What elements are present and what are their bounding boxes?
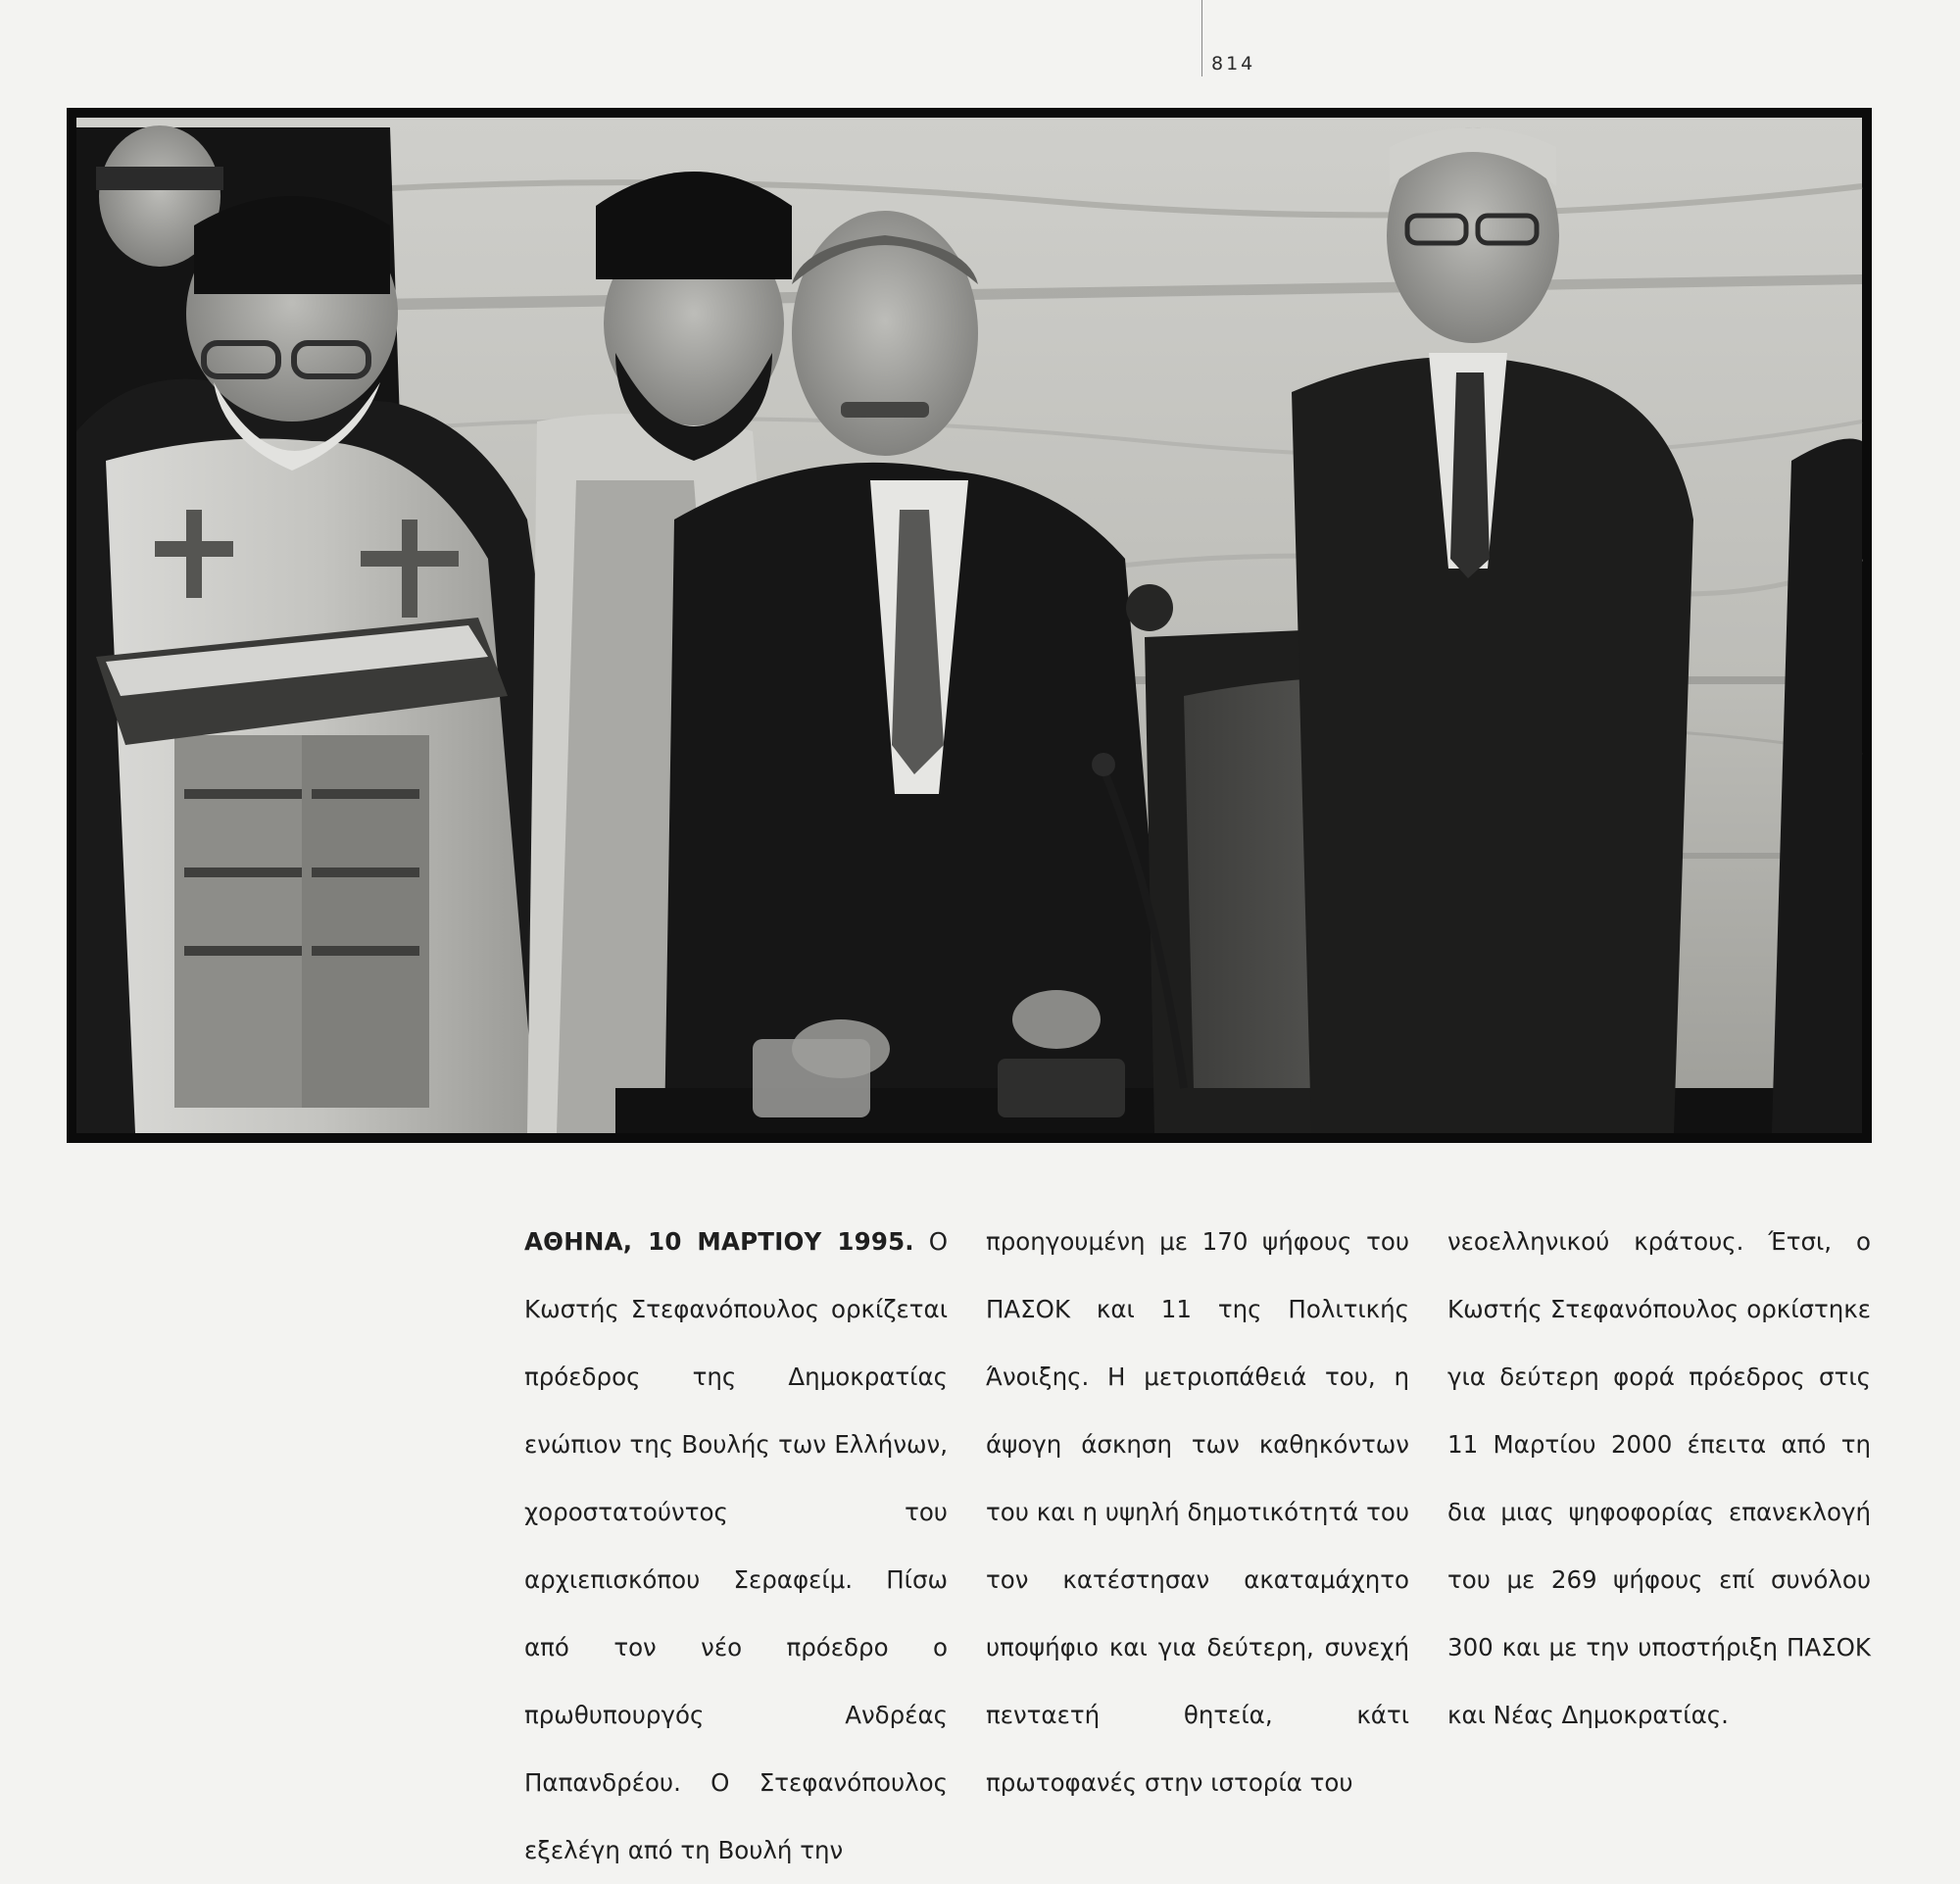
caption-column-2: προηγουμένη με 170 ψήφους του ΠΑΣΟΚ και 11 της Πολιτικής Άνοιξης. Η μετριοπάθειά του, η άψογη άσκηση των καθηκόντων του και η υψηλή δημοτικότητά του τον κατέστησαν ακαταμάχητο υποψήφιο και για δεύτερη, συνεχή πενταετή θητεία, κάτι πρωτοφανές στην ιστορία του bbox=[986, 1227, 1409, 1797]
top-rule bbox=[1201, 0, 1202, 76]
caption-column-1-text: Ο Κωστής Στεφανόπουλος ορκίζεται πρόεδρος της Δημοκρατίας ενώπιον της Βουλής των Ελλήνων, χοροστατούντος του αρχιεπισκόπου Σεραφείμ. Πίσω από τον νέο πρόεδρο ο πρωθυπουργός Ανδρέας Παπανδρέου. Ο Στεφανόπουλος εξελέγη από τη Βουλή την bbox=[524, 1227, 948, 1864]
caption-column-1 bbox=[524, 1208, 948, 1884]
page-number: 814 bbox=[1211, 53, 1256, 74]
photo-illustration bbox=[67, 108, 1872, 1143]
caption-column-3: νεοελληνικού κράτους. Έτσι, ο Κωστής Στεφανόπουλος ορκίστηκε για δεύτερη φορά πρόεδρος στις 11 Μαρτίου 2000 έπειτα από τη δια μιας ψηφοφορίας επανεκλογή του με 269 ψήφους επί συνόλου 300 και με την υποστήριξη ΠΑΣΟΚ και Νέας Δημοκρατίας. bbox=[1447, 1227, 1871, 1729]
caption-lead: ΑΘΗΝΑ, 10 ΜΑΡΤΙΟΥ 1995. bbox=[524, 1227, 914, 1256]
swearing-in-ceremony-photo bbox=[67, 108, 1872, 1143]
